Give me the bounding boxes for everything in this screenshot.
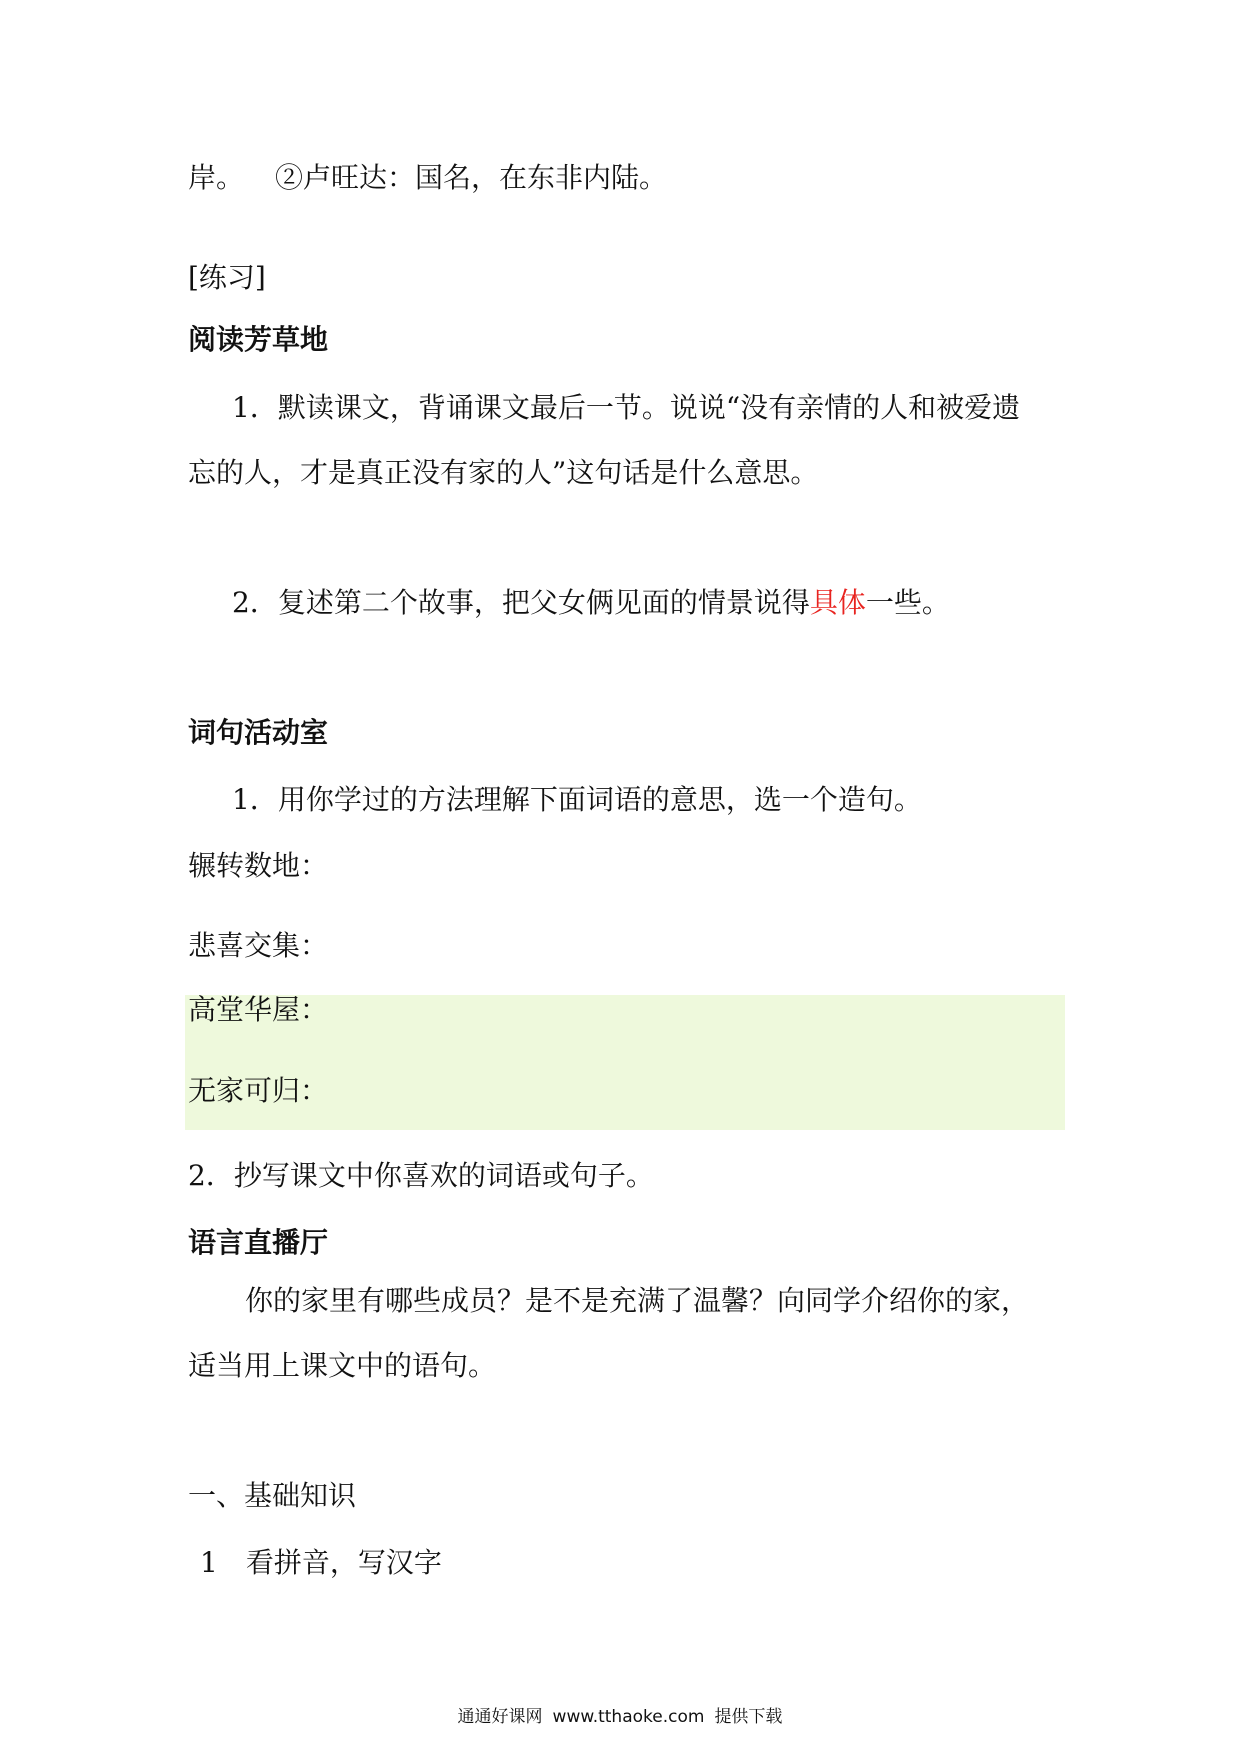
section-title-words: 词句活动室 (188, 716, 329, 749)
word-question-2: 2．抄写课文中你喜欢的词语或句子。 (188, 1159, 654, 1192)
word-item-4: 无家可归： (188, 1074, 329, 1107)
reading-question-2-text: 2．复述第二个故事，把父女俩见面的情景说得 (232, 586, 810, 619)
footnote-rwanda: ②卢旺达：国名，在东非内陆。 (275, 161, 668, 194)
section-title-reading: 阅读芳草地 (188, 323, 329, 356)
basics-question-1: 1 看拼音，写汉字 (200, 1546, 442, 1579)
word-item-1: 辗转数地： (188, 849, 329, 882)
speaking-task-line1: 你的家里有哪些成员？是不是充满了温馨？向同学介绍你的家， (245, 1284, 1030, 1317)
practice-label: [练习] (188, 261, 266, 294)
emphasis-word: 具体 (809, 586, 866, 619)
line-shore: 岸。 (188, 161, 245, 194)
word-item-3: 高堂华屋： (188, 993, 329, 1026)
reading-question-1-line1: 1．默读课文，背诵课文最后一节。说说“没有亲情的人和被爱遗 (232, 391, 1021, 424)
footer-url[interactable]: www.tthaoke.com (552, 1707, 705, 1727)
section-title-basics: 一、基础知识 (188, 1479, 357, 1512)
page-footer (0, 1706, 1240, 1728)
footer-site-name: 通通好课网 (457, 1707, 543, 1727)
reading-question-2-end: 一些。 (865, 586, 950, 619)
reading-question-1-line2: 忘的人，才是真正没有家的人”这句话是什么意思。 (188, 456, 819, 489)
word-item-2: 悲喜交集： (188, 929, 329, 962)
footer-action: 提供下载 (714, 1707, 783, 1727)
section-title-speaking: 语言直播厅 (188, 1226, 329, 1259)
reading-question-2 (232, 585, 950, 621)
word-question-1: 1．用你学过的方法理解下面词语的意思，选一个造句。 (232, 783, 922, 816)
speaking-task-line2: 适当用上课文中的语句。 (188, 1349, 497, 1382)
